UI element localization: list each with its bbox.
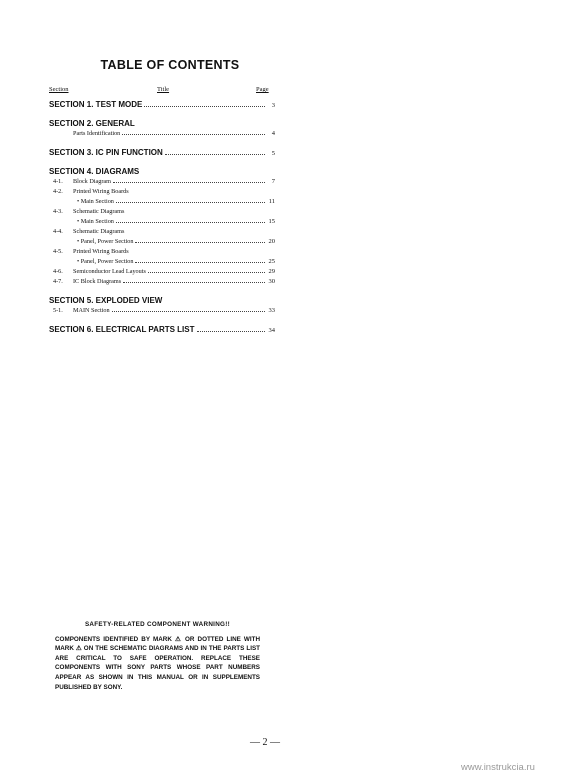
toc-section-label: SECTION 4. DIAGRAMS — [49, 167, 140, 176]
toc-item-page: 15 — [268, 218, 275, 225]
toc-item-number: 4-5. — [53, 248, 63, 255]
toc-item — [49, 228, 275, 238]
section-gap — [49, 317, 275, 325]
toc-item — [49, 258, 275, 268]
dot-leader — [148, 272, 265, 273]
dot-leader — [116, 222, 265, 223]
toc-section-page: 5 — [271, 150, 275, 157]
toc-section-page: 34 — [268, 327, 275, 334]
safety-warning — [55, 620, 260, 692]
toc-item-number: 4-1. — [53, 178, 63, 185]
toc-item-text: Printed Wiring Boards — [73, 248, 129, 255]
toc-section-label: SECTION 1. TEST MODE — [49, 100, 143, 109]
toc-item-number: 4-7. — [53, 278, 63, 285]
toc-item-page: 11 — [268, 198, 275, 205]
table-of-contents — [49, 100, 275, 344]
toc-item — [49, 188, 275, 198]
toc-item — [49, 218, 275, 228]
toc-item — [49, 248, 275, 258]
dot-leader — [112, 311, 265, 312]
toc-item-page: 29 — [268, 268, 275, 275]
toc-item — [49, 130, 275, 140]
toc-section-label: SECTION 5. EXPLODED VIEW — [49, 296, 163, 305]
toc-item-page: 30 — [268, 278, 275, 285]
toc-section-5 — [49, 296, 275, 307]
toc-item-number: 4-3. — [53, 208, 63, 215]
dot-leader — [116, 202, 265, 203]
toc-item-text: Printed Wiring Boards — [73, 188, 129, 195]
toc-item — [49, 307, 275, 317]
toc-item-page: 20 — [268, 238, 275, 245]
toc-item-number: 4-2. — [53, 188, 63, 195]
toc-item-page: 33 — [268, 307, 275, 314]
toc-item-text: • Main Section — [77, 218, 114, 225]
page-number: — 2 — — [250, 737, 280, 748]
toc-item-text: IC Block Diagrams — [73, 278, 122, 285]
toc-item-page: 4 — [271, 130, 275, 137]
toc-item-text: • Panel, Power Section — [77, 258, 134, 265]
dot-leader — [123, 282, 265, 283]
column-header-page: Page — [256, 86, 269, 93]
toc-item-text: • Panel, Power Section — [77, 238, 134, 245]
toc-item — [49, 198, 275, 208]
toc-item-text: MAIN Section — [73, 307, 110, 314]
toc-item-number: 4-4. — [53, 228, 63, 235]
toc-item — [49, 278, 275, 288]
dot-leader — [144, 106, 265, 107]
dot-leader — [135, 242, 265, 243]
dot-leader — [135, 262, 265, 263]
dot-leader — [113, 182, 265, 183]
section-gap — [49, 140, 275, 148]
toc-section-3 — [49, 148, 275, 159]
toc-section-label: SECTION 6. ELECTRICAL PARTS LIST — [49, 325, 195, 334]
toc-item — [49, 178, 275, 188]
toc-section-label: SECTION 3. IC PIN FUNCTION — [49, 148, 163, 157]
toc-section-4 — [49, 167, 275, 178]
toc-item-text: Parts Identification — [73, 130, 121, 137]
safety-warning-body: COMPONENTS IDENTIFIED BY MARK ⚠ OR DOTTED LINE WITH MARK ⚠ ON THE SCHEMATIC DIAGRAMS AND IN THE PARTS LIST ARE CRITICAL TO SAFE OPERATION. REPLACE THESE COMPONENTS WITH SONY PARTS WHOSE PART NUMBERS APPEAR AS SHOWN IN THIS MANUAL OR IN SUPPLEMENTS PUBLISHED BY SONY. — [55, 635, 260, 691]
toc-item-number: 5-1. — [53, 307, 63, 314]
toc-item-text: Schematic Diagrams — [73, 208, 125, 215]
section-gap — [49, 159, 275, 167]
toc-item-text: Schematic Diagrams — [73, 228, 125, 235]
toc-section-page: 3 — [271, 102, 275, 109]
toc-section-label: SECTION 2. GENERAL — [49, 119, 135, 128]
toc-section-2 — [49, 119, 275, 130]
toc-item-text: Semiconductor Lead Layouts — [73, 268, 146, 275]
toc-item-page: 7 — [271, 178, 275, 185]
toc-item — [49, 208, 275, 218]
safety-warning-title: SAFETY-RELATED COMPONENT WARNING!! — [84, 621, 231, 628]
section-gap — [49, 111, 275, 119]
dot-leader — [197, 331, 266, 332]
toc-item-text: • Main Section — [77, 198, 114, 205]
column-header-title: Title — [157, 86, 170, 93]
watermark: www.instrukcia.ru — [461, 762, 535, 773]
toc-section-1 — [49, 100, 275, 111]
toc-item-number: 4-6. — [53, 268, 63, 275]
column-header-section: Section — [49, 86, 69, 93]
toc-item-text: Block Diagram — [73, 178, 111, 185]
page-title: TABLE OF CONTENTS — [100, 58, 240, 72]
toc-item-page: 25 — [268, 258, 275, 265]
section-gap — [49, 336, 275, 344]
toc-item — [49, 238, 275, 248]
dot-leader — [122, 134, 265, 135]
dot-leader — [165, 154, 265, 155]
toc-item — [49, 268, 275, 278]
section-gap — [49, 288, 275, 296]
toc-section-6 — [49, 325, 275, 336]
